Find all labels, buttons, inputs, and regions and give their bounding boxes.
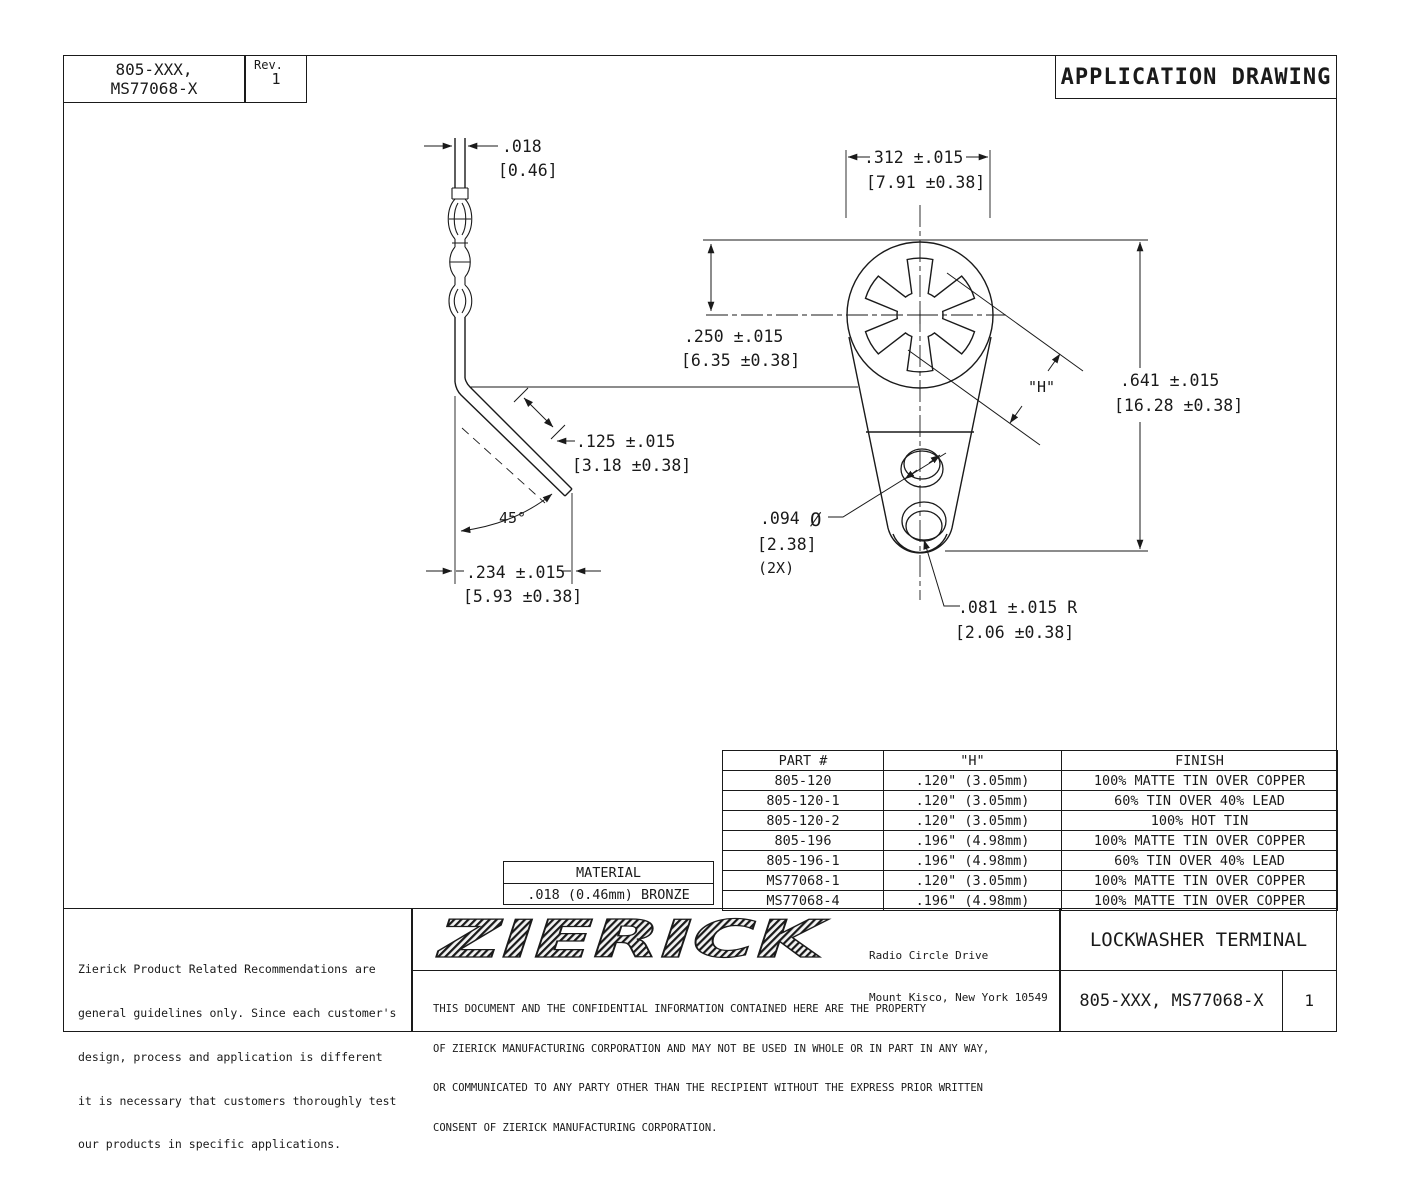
cell-part: MS77068-4: [723, 891, 884, 911]
cell-part: 805-120: [723, 771, 884, 791]
dim-hole-dia-in: .094: [760, 509, 800, 528]
legal-line: CONSENT OF ZIERICK MANUFACTURING CORPORATION.: [433, 1121, 718, 1134]
col-header-finish: FINISH: [1062, 751, 1338, 771]
rev-label: Rev.: [254, 58, 283, 72]
strip-outline: [455, 138, 465, 382]
table-row: [723, 871, 1338, 891]
spec-table-header-row: [723, 751, 1338, 771]
footer-rev-cell: [1282, 970, 1338, 1033]
table-row: [723, 831, 1338, 851]
doc-number-line2: MS77068-X: [110, 79, 198, 98]
footer-logo-cell: [412, 908, 1060, 1004]
footer-doc-number-cell: [1060, 970, 1283, 1033]
material-value: .018 (0.46mm) BRONZE: [527, 886, 690, 903]
cell-finish: 60% TIN OVER 40% LEAD: [1062, 791, 1338, 811]
cell-h: .196" (4.98mm): [884, 891, 1062, 911]
zierick-logo-text: ZIERICK: [435, 910, 830, 970]
footer-recommendations-cell: [63, 908, 412, 1152]
dim-radius-mm: [2.06 ±0.38]: [955, 623, 1075, 642]
table-row: [723, 791, 1338, 811]
legal-line: OF ZIERICK MANUFACTURING CORPORATION AND MAY NOT BE USED IN WHOLE OR IN PART IN ANY WAY,: [433, 1042, 990, 1055]
address-line1: Radio Circle Drive: [869, 949, 989, 962]
dim-tab-width-in: .125 ±.015: [576, 432, 676, 451]
cell-h: .196" (4.98mm): [884, 831, 1062, 851]
dim-thickness-mm: [0.46]: [498, 161, 558, 180]
front-view-dimension-labels: [681, 148, 1243, 642]
cell-finish: 60% TIN OVER 40% LEAD: [1062, 851, 1338, 871]
material-title: MATERIAL: [504, 862, 713, 884]
cell-part: 805-120-1: [723, 791, 884, 811]
cell-finish: 100% MATTE TIN OVER COPPER: [1062, 871, 1338, 891]
centerlines: [706, 205, 1006, 600]
legal-line: OR COMMUNICATED TO ANY PARTY OTHER THAN THE RECIPIENT WITHOUT THE EXPRESS PRIOR WRITTEN: [433, 1082, 983, 1095]
recommendations-line: general guidelines only. Since each customer's: [78, 1005, 397, 1020]
front-view-drawing: [681, 148, 1243, 642]
dim-hole-qty: (2X): [758, 559, 795, 577]
product-title: LOCKWASHER TERMINAL: [1089, 928, 1308, 951]
cell-h: .120" (3.05mm): [884, 811, 1062, 831]
dim-center-offset-in: .250 ±.015: [684, 327, 784, 346]
legal-text: [413, 971, 1059, 1162]
dim-h-reference: "H": [1028, 378, 1056, 396]
dim-height-in: .641 ±.015: [1120, 371, 1220, 390]
recommendations-text: [64, 909, 411, 1181]
recommendations-line: our products in specific applications.: [78, 1137, 342, 1152]
col-header-h: "H": [884, 751, 1062, 771]
cell-part: 805-196: [723, 831, 884, 851]
phantom-centerline: [462, 428, 545, 503]
cell-h: .120" (3.05mm): [884, 871, 1062, 891]
rev-value: 1: [271, 70, 281, 88]
table-row: [723, 851, 1338, 871]
dim-foot-length-mm: [5.93 ±0.38]: [463, 587, 583, 606]
dim-height-mm: [16.28 ±0.38]: [1114, 396, 1244, 415]
dim-bend-angle: 45°: [499, 509, 527, 527]
col-header-part: PART #: [723, 751, 884, 771]
material-block: [503, 861, 714, 905]
dim-width-mm: [7.91 ±0.38]: [866, 173, 986, 192]
dim-radius-in: .081 ±.015 R: [958, 598, 1078, 617]
cell-h: .120" (3.05mm): [884, 771, 1062, 791]
cell-finish: 100% MATTE TIN OVER COPPER: [1062, 771, 1338, 791]
crimp-features: [448, 188, 472, 317]
center-cross: [911, 306, 929, 324]
footer-doc-number: 805-XXX, MS77068-X: [1079, 990, 1264, 1011]
dim-width-in: .312 ±.015: [864, 148, 964, 167]
dim-hole-dia-mm: [2.38]: [757, 535, 817, 554]
footer-rev-value: 1: [1304, 991, 1315, 1011]
bent-tab-outline: [455, 378, 572, 496]
recommendations-line: it is necessary that customers thoroughly test: [78, 1093, 397, 1108]
cell-part: 805-196-1: [723, 851, 884, 871]
cell-finish: 100% HOT TIN: [1062, 811, 1338, 831]
doc-number-line1: 805-XXX,: [115, 60, 193, 79]
side-view-dimension-labels: [463, 137, 691, 606]
cell-finish: 100% MATTE TIN OVER COPPER: [1062, 891, 1338, 911]
dim-thickness-in: .018: [502, 137, 542, 156]
drawing-type-title: APPLICATION DRAWING: [1060, 64, 1332, 90]
legal-line: THIS DOCUMENT AND THE CONFIDENTIAL INFORMATION CONTAINED HERE ARE THE PROPERTY: [433, 1002, 927, 1015]
table-row: [723, 771, 1338, 791]
cell-h: .120" (3.05mm): [884, 791, 1062, 811]
spec-table: [722, 750, 1337, 907]
diameter-symbol: Ø: [810, 509, 822, 531]
cell-part: MS77068-1: [723, 871, 884, 891]
zierick-logo: [431, 910, 831, 970]
table-row: [723, 811, 1338, 831]
dim-tab-width-mm: [3.18 ±0.38]: [572, 456, 692, 475]
dim-foot-length-in: .234 ±.015: [466, 563, 566, 582]
footer-legal-cell: [412, 970, 1060, 1134]
dim-center-offset-mm: [6.35 ±0.38]: [681, 351, 801, 370]
terminal-holes: [901, 449, 946, 541]
product-title-cell: [1060, 908, 1337, 971]
address-line2: Mount Kisco, New York 10549: [869, 991, 1048, 1004]
recommendations-line: design, process and application is different: [78, 1049, 383, 1064]
cell-part: 805-120-2: [723, 811, 884, 831]
cell-finish: 100% MATTE TIN OVER COPPER: [1062, 831, 1338, 851]
cell-h: .196" (4.98mm): [884, 851, 1062, 871]
recommendations-line: Zierick Product Related Recommendations are: [78, 962, 376, 977]
